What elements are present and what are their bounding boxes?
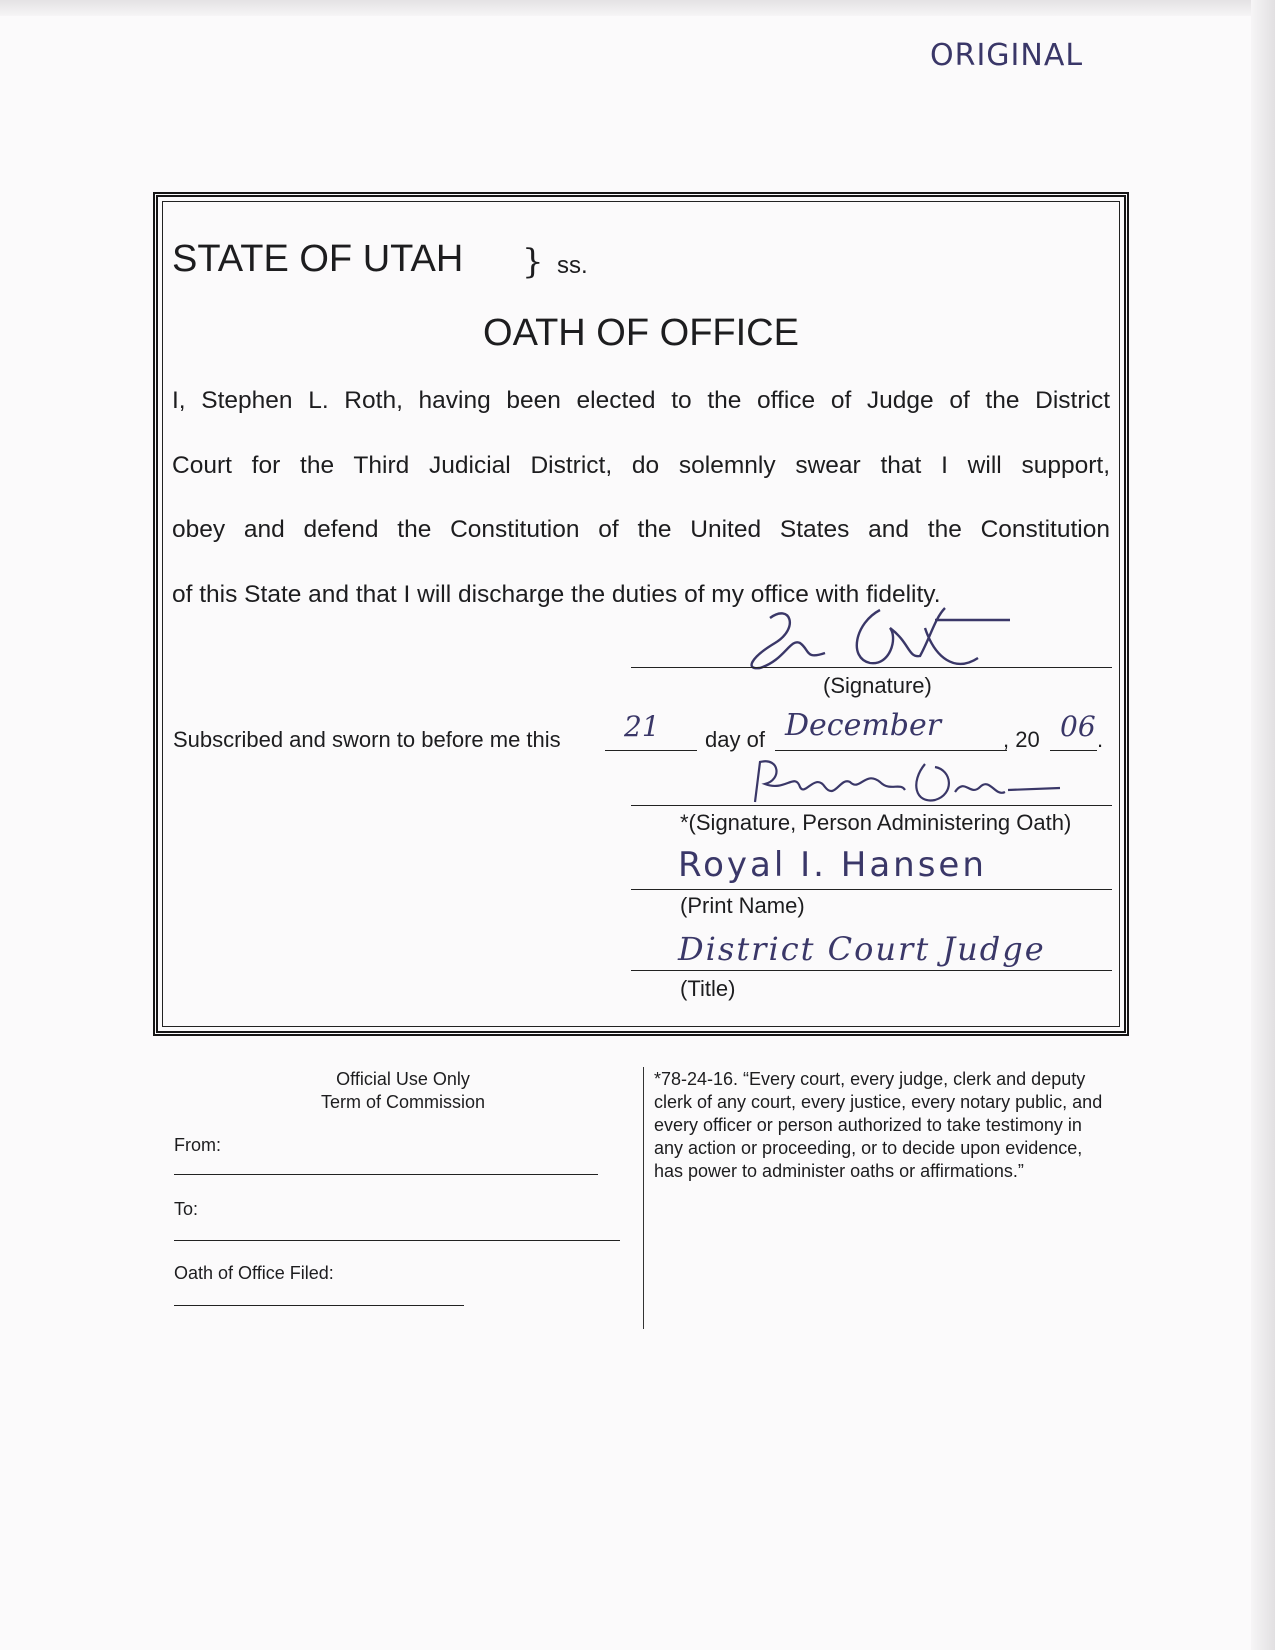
to-line [174,1240,620,1241]
signature-caption: (Signature) [823,673,932,698]
from-label: From: [174,1135,221,1155]
brace-symbol: } [522,242,544,282]
original-annotation: ORIGINAL [930,38,1084,73]
from-line [174,1174,598,1175]
year-prefix: , 20 [1003,727,1040,752]
oath-taker-signature [730,598,1020,676]
oath-line-4: of this State and that I will discharge the duties of my office with fidelity. [172,581,941,608]
title-caption: (Title) [680,976,736,1001]
title-line [631,970,1112,971]
scan-edge-right [1251,0,1275,1650]
oath-line-1: I, Stephen L. Roth, having been elected to the office of Judge of the District [172,387,1110,414]
handwritten-title: District Court Judge [678,930,1046,968]
subscribed-text [173,727,561,753]
oath-filed-label: Oath of Office Filed: [174,1263,334,1283]
handwritten-day: 21 [624,710,660,743]
month-line [775,750,1007,751]
handwritten-print-name: Royal I. Hansen [678,845,987,885]
handwritten-month: December [785,708,942,743]
page-title: OATH OF OFFICE [483,312,799,354]
to-label: To: [174,1199,199,1219]
day-line [605,750,697,751]
oath-filed-line [174,1305,464,1306]
term-of-commission-heading: Term of Commission [320,1092,486,1112]
handwritten-year: 06 [1060,710,1096,743]
oath-line-3: obey and defend the Constitution of the United States and the Constitution [172,516,1110,543]
print-name-line [631,889,1112,890]
scan-edge-top [0,0,1275,16]
statute-note: *78-24-16. “Every court, every judge, clerk and deputy clerk of any court, every justice, every notary public, and every officer or person authorized to take testimony in any action or proceeding, or to decide upon evidence, has power to administer oaths or affirmations.” [654,1069,1103,1181]
administering-signature [740,752,1070,812]
official-use-heading: Official Use Only [336,1069,470,1089]
day-of-label: day of [705,727,765,752]
subscribed-prefix: Subscribed and sworn to before me this [173,727,561,752]
year-line [1050,750,1097,751]
signature-line [631,667,1112,668]
administering-caption: *(Signature, Person Administering Oath) [680,810,1072,835]
oath-line-2: Court for the Third Judicial District, do solemnly swear that I will support, [172,452,1110,479]
ss-abbrev: ss. [557,252,588,279]
year-suffix: . [1097,727,1104,752]
administering-signature-line [631,805,1112,806]
section-divider [643,1067,644,1329]
print-name-caption: (Print Name) [680,893,805,918]
state-heading: STATE OF UTAH [172,238,464,280]
